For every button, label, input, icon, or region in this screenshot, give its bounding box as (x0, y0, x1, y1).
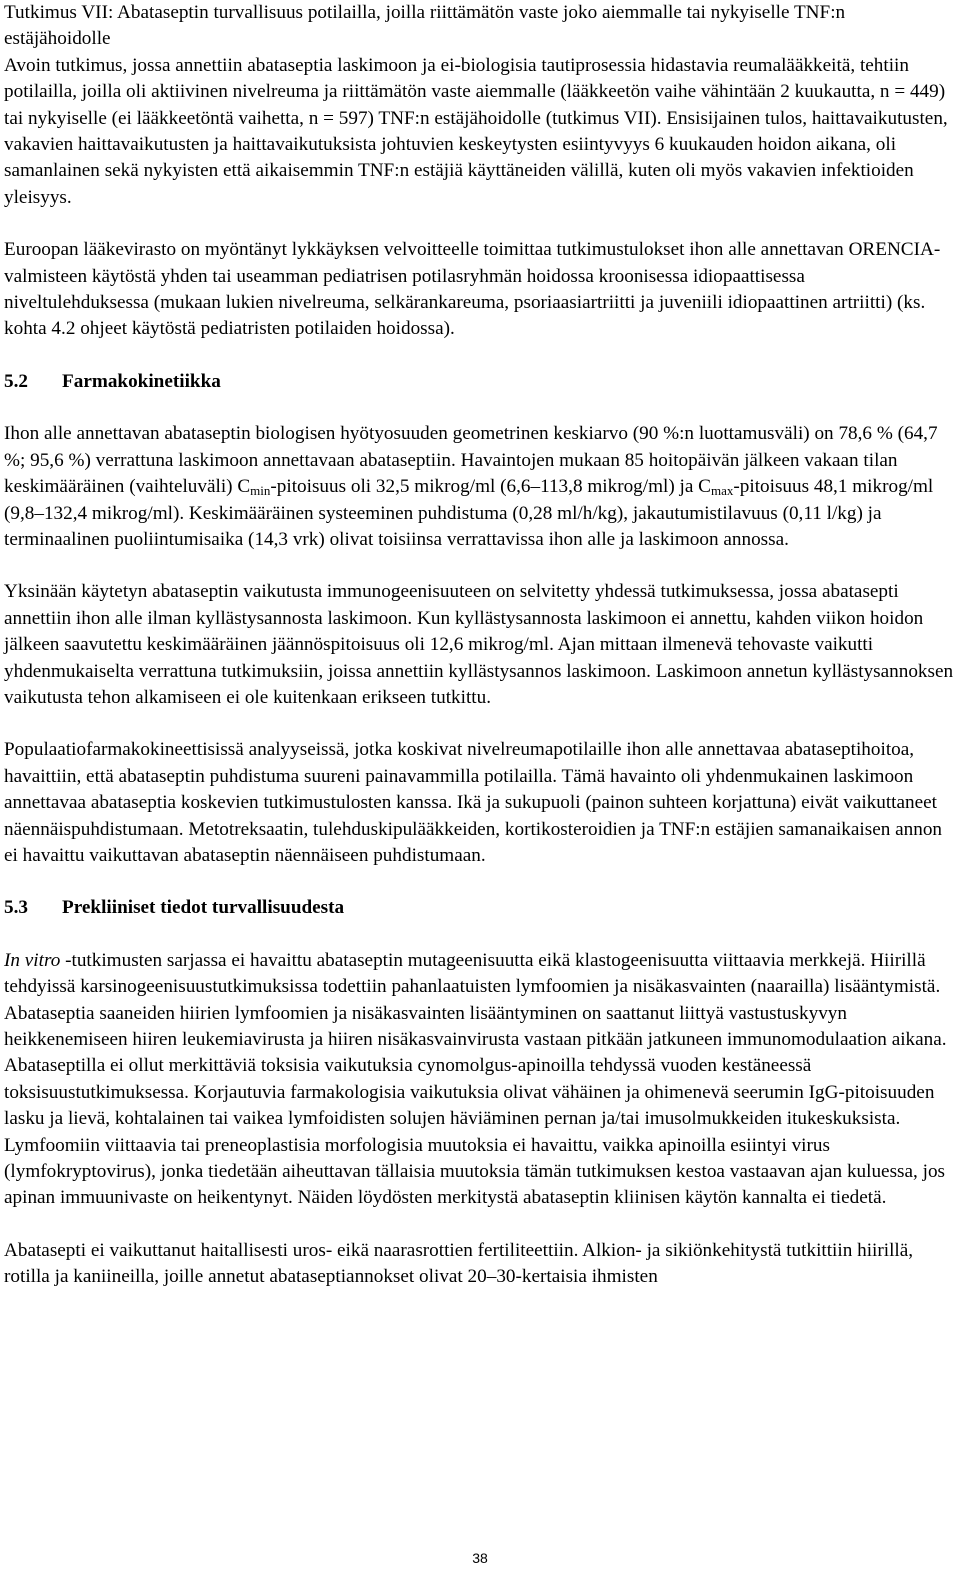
document-page (4, 0, 954, 1291)
preclinical-paragraph-2: Abatasepti ei vaikuttanut haitallisesti uros- eikä naarasrottien fertiliteettiin. Alkion- ja sikiönkehitystä tutkittiin hiirillä, rotilla ja kaniineilla, joille annetut abataseptiannokset olivat 20–30-kertaisia ihmisten (4, 1239, 914, 1288)
page-number: 38 (472, 1550, 488, 1566)
study7-title: Tutkimus VII: Abataseptin turvallisuus potilailla, joilla riittämätön vaste joko aiemmalle tai nykyiselle TNF:n estäjähoidolle (4, 2, 846, 50)
pk-p1-text-b: -pitoisuus oli 32,5 mikrog/ml (6,6–113,8 mikrog/ml) ja C (270, 476, 711, 498)
in-vitro-italic: In vitro (4, 949, 61, 971)
pk-paragraph-1 (4, 421, 954, 553)
preclinical-paragraph-1 (4, 948, 954, 1212)
ema-paragraph: Euroopan lääkevirasto on myöntänyt lykkäyksen velvoitteelle toimittaa tutkimustulokset ihon alle annettavan ORENCIA-valmisteen käytöstä yhden tai useamman pediatrisen potilasryhmän hoidossa kroonisessa idiopaattisessa niveltulehduksessa (mukaan lukien nivelreuma, selkärankareuma, psoriaasiartriitti ja juveniili idiopaattinen artriitti) (ks. kohta 4.2 ohjeet käytöstä pediatristen potilaiden hoidossa). (4, 239, 941, 340)
section-5-3-title: Prekliiniset tiedot turvallisuudesta (62, 897, 345, 919)
section-5-2-heading (4, 369, 954, 395)
pk-paragraph-2: Yksinään käytetyn abataseptin vaikutusta immunogeenisuuteen on selvitetty yhdessä tutkimuksessa, jossa abatasepti annettiin ihon alle ilman kyllästysannosta laskimoon. Kun kyllästysannosta laskimoon ei annettu, kahden viikon hoidon jälkeen saavutettu keskimääräinen jäännöspitoisuus oli 12,6 mikrog/ml. Ajan mittaan ilmenevä tehovaste vaikutti yhdenmukaiselta verrattuna tutkimuksiin, joissa annettiin kyllästysannos laskimoon. Laskimoon annetun kyllästysannoksen vaikutusta tehon alkamiseen ei ole kuitenkaan erikseen tutkittu. (4, 581, 954, 708)
cmin-subscript: min (250, 483, 271, 499)
section-5-2-number: 5.2 (4, 370, 28, 392)
study7-text-b: Ensisijainen tulos, haittavaikutusten, vakavien haittavaikutusten ja haittavaikutuksista johtuvien keskeytysten esiintyvyys 6 kuukauden hoidon aikana, oli samanlainen sekä nykyisten että aikaisemmin TNF:n estäjiä käyttäneiden välillä, kuten oli myös vakavien infektioiden yleisyys. (4, 107, 948, 208)
cmax-subscript: max (710, 483, 734, 499)
study7-text-a: Avoin tutkimus, jossa annettiin abataseptia laskimoon ja ei-biologisia tautiprosessia hidastavia reumalääkkeitä, tehtiin potilailla, joilla oli aktiivinen nivelreuma ja riittämätön vaste aiemmalle (lääkkeetön vaihe vähintään 2 kuukautta, n = 449) tai nykyiselle (ei lääkkeetöntä vaihetta, n = 597) TNF:n estäjähoidolle (tutkimus VII). (4, 54, 946, 129)
pk-p1-text-a: Ihon alle annettavan abataseptin biologisen hyötyosuuden geometrinen keskiarvo (90 %:n luottamusväli) on 78,6 % (64,7 %; 95,6 %) verrattuna laskimoon annettavaan abataseptiin. Havaintojen mukaan 85 hoitopäivän jälkeen vakaan tilan keskimääräinen (vaihteluväli) C (4, 423, 938, 498)
section-5-3-number: 5.3 (4, 897, 28, 919)
preclinical-p1-text: -tutkimusten sarjassa ei havaittu abataseptin mutageenisuutta eikä klastogeenisuutta viittaavia merkkejä. Hiirillä tehdyissä karsinogeenisuustutkimuksissa todettiin pahanlaatuisten lymfoomien ja nisäkasvainten (naarailla) lisääntymistä. Abataseptia saaneiden hiirien lymfoomien ja nisäkasvainten lisääntyminen on saattanut liittyä vastustuskyvyn heikkenemiseen hiiren leukemiavirusta ja hiiren nisäkasvainvirusta vastaan pitkään jatkuneen immunomodulaation aikana. Abataseptilla ei ollut merkittäviä toksisia vaikutuksia cynomolgus-apinoilla tehdyssä vuoden kestäneessä toksisuustutkimuksessa. Korjautuvia farmakologisia vaikutuksia olivat vähäinen ja ohimenevä seerumin IgG-pitoisuuden lasku ja lievä, kohtalainen tai vaikea lymfoidisten solujen häviäminen pernan ja/tai imusolmukkeiden itukeskuksista. Lymfoomiin viittaavia tai preneoplastisia morfologisia muutoksia ei havaittu, vaikka apinoilla esiintyi virus (lymfokryptovirus), jonka tiedetään aiheuttavan tällaisia muutoksia tämän tutkimuksen kestoa vastaavan ajan kuluessa, jos apinan immuunivaste on heikentynyt. Näiden löydösten merkitystä abataseptin kliinisen käytön kannalta ei tiedetä. (4, 949, 947, 1209)
pk-paragraph-3: Populaatiofarmakokineettisissä analyyseissä, jotka koskivat nivelreumapotilaille ihon alle annettavaa abataseptihoitoa, havaittiin, että abataseptin puhdistuma suureni painavammilla potilailla. Tämä havainto oli yhdenmukainen laskimoon annettavaa abataseptia koskevien tutkimustulosten kanssa. Ikä ja sukupuoli (painon suhteen korjattuna) eivät vaikuttaneet näennäispuhdistumaan. Metotreksaatin, tulehduskipulääkkeiden, kortikosteroidien ja TNF:n estäjien samanaikaisen annon ei havaittu vaikuttavan abataseptin näennäiseen puhdistumaan. (4, 739, 943, 866)
section-5-3-heading (4, 895, 954, 921)
pk-p1-text-c: -pitoisuus 48,1 mikrog/ml (9,8–132,4 mikrog/ml). Keskimääräinen systeeminen puhdistuma (0,28 ml/h/kg), jakautumistilavuus (0,11 l/kg) ja terminaalinen puoliintumisaika (14,3 vrk) olivat toisiinsa verrattavissa ihon alle ja laskimoon annossa. (4, 476, 934, 550)
section-5-2-title: Farmakokinetiikka (62, 370, 221, 392)
study7-paragraph (4, 0, 954, 211)
